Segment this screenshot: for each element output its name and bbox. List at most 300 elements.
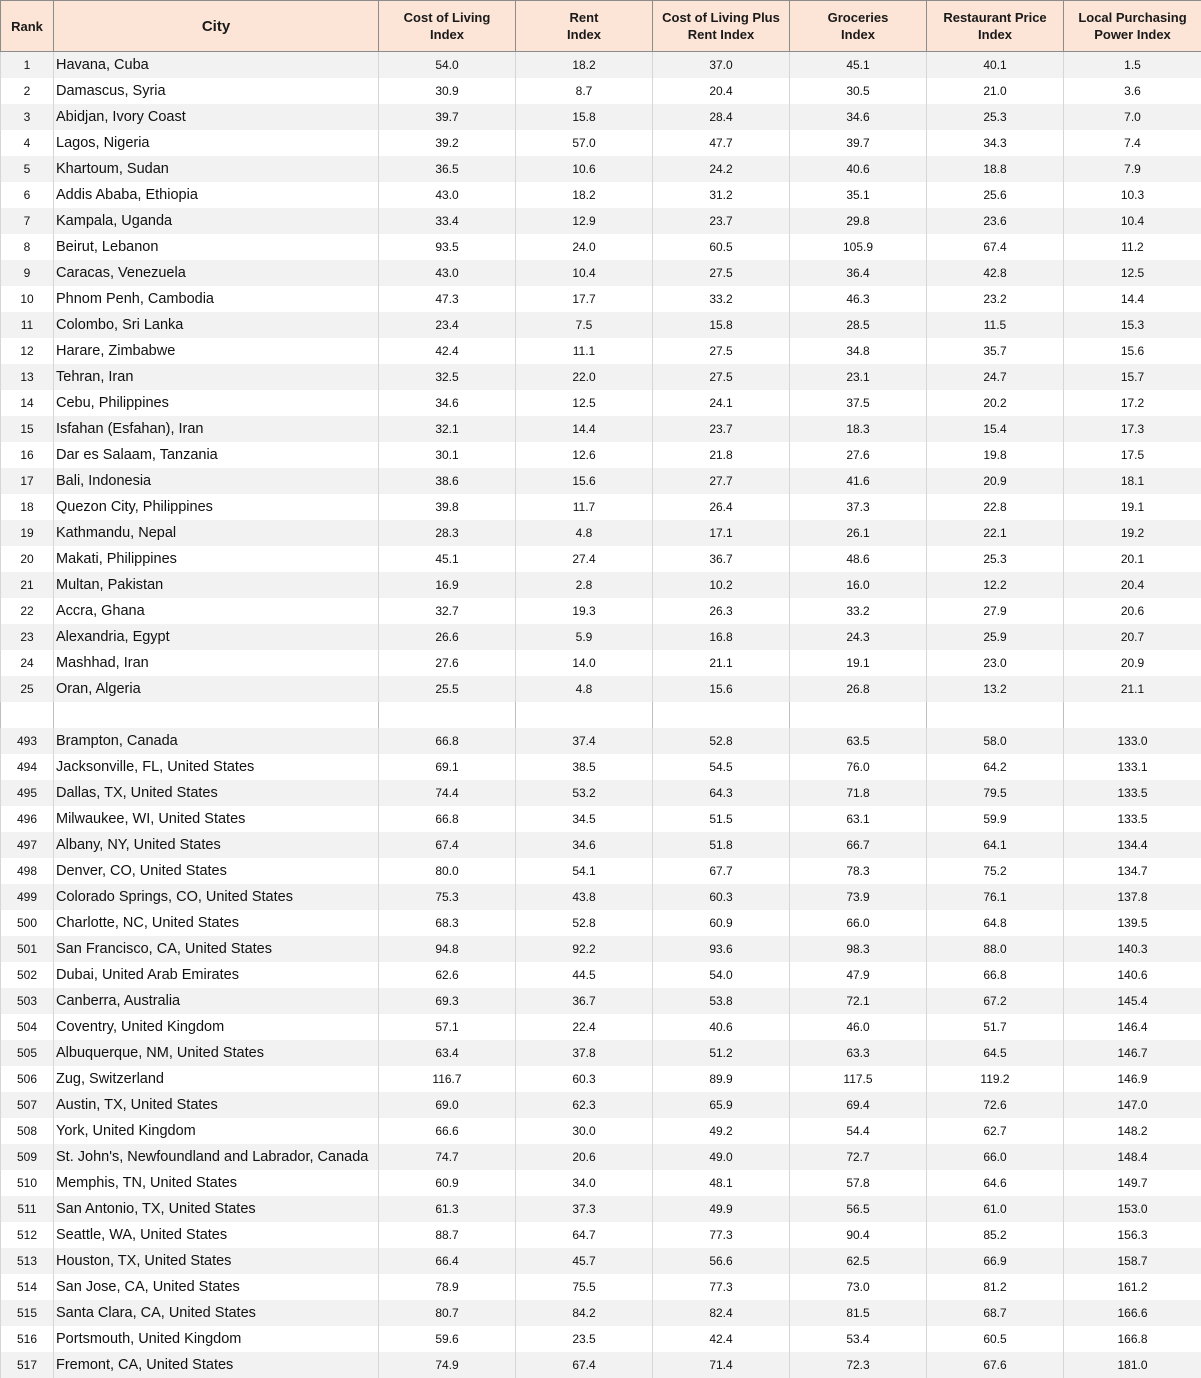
groceries-cell: 62.5 [790, 1248, 927, 1274]
rank-cell: 17 [1, 468, 54, 494]
rent-cell: 22.4 [516, 1014, 653, 1040]
city-cell: Khartoum, Sudan [54, 156, 379, 182]
table-row[interactable] [1, 1300, 1201, 1326]
col-plus-rent-cell: 64.3 [653, 780, 790, 806]
table-row[interactable] [1, 1170, 1201, 1196]
city-cell: Jacksonville, FL, United States [54, 754, 379, 780]
groceries-cell: 73.0 [790, 1274, 927, 1300]
rent-cell: 22.0 [516, 364, 653, 390]
purchasing-power-cell: 1.5 [1064, 52, 1201, 79]
table-row[interactable] [1, 78, 1201, 104]
empty-cell [54, 702, 379, 728]
cost-of-living-cell: 68.3 [379, 910, 516, 936]
purchasing-power-cell: 12.5 [1064, 260, 1201, 286]
table-row[interactable] [1, 1040, 1201, 1066]
purchasing-power-cell: 3.6 [1064, 78, 1201, 104]
header-line: Index [430, 27, 464, 42]
city-cell: St. John's, Newfoundland and Labrador, Canada [54, 1144, 379, 1170]
table-row[interactable] [1, 1066, 1201, 1092]
groceries-cell: 90.4 [790, 1222, 927, 1248]
table-row[interactable] [1, 182, 1201, 208]
header-col-plus-rent-index[interactable] [653, 1, 790, 52]
cost-of-living-cell: 26.6 [379, 624, 516, 650]
header-line: Local Purchasing [1078, 10, 1187, 25]
table-row[interactable] [1, 572, 1201, 598]
restaurant-price-cell: 25.6 [927, 182, 1064, 208]
col-plus-rent-cell: 27.5 [653, 364, 790, 390]
purchasing-power-cell: 15.3 [1064, 312, 1201, 338]
restaurant-price-cell: 60.5 [927, 1326, 1064, 1352]
purchasing-power-cell: 140.6 [1064, 962, 1201, 988]
purchasing-power-cell: 17.3 [1064, 416, 1201, 442]
rank-cell: 493 [1, 728, 54, 754]
restaurant-price-cell: 61.0 [927, 1196, 1064, 1222]
restaurant-price-cell: 67.4 [927, 234, 1064, 260]
rank-cell: 504 [1, 1014, 54, 1040]
rent-cell: 24.0 [516, 234, 653, 260]
col-plus-rent-cell: 60.3 [653, 884, 790, 910]
purchasing-power-cell: 158.7 [1064, 1248, 1201, 1274]
rank-cell: 5 [1, 156, 54, 182]
restaurant-price-cell: 64.2 [927, 754, 1064, 780]
groceries-cell: 26.1 [790, 520, 927, 546]
table-row[interactable] [1, 624, 1201, 650]
cost-of-living-cell: 16.9 [379, 572, 516, 598]
city-cell: Fremont, CA, United States [54, 1352, 379, 1378]
table-row[interactable] [1, 208, 1201, 234]
restaurant-price-cell: 66.8 [927, 962, 1064, 988]
table-row[interactable] [1, 468, 1201, 494]
table-row[interactable] [1, 988, 1201, 1014]
city-cell: Isfahan (Esfahan), Iran [54, 416, 379, 442]
rent-cell: 54.1 [516, 858, 653, 884]
restaurant-price-cell: 15.4 [927, 416, 1064, 442]
groceries-cell: 37.3 [790, 494, 927, 520]
cost-of-living-cell: 67.4 [379, 832, 516, 858]
rank-cell: 514 [1, 1274, 54, 1300]
cost-of-living-cell: 116.7 [379, 1066, 516, 1092]
rank-cell: 503 [1, 988, 54, 1014]
table-row[interactable] [1, 1352, 1201, 1378]
purchasing-power-cell: 140.3 [1064, 936, 1201, 962]
restaurant-price-cell: 62.7 [927, 1118, 1064, 1144]
cost-of-living-cell: 43.0 [379, 260, 516, 286]
cost-of-living-cell: 42.4 [379, 338, 516, 364]
col-plus-rent-cell: 23.7 [653, 208, 790, 234]
purchasing-power-cell: 146.4 [1064, 1014, 1201, 1040]
city-cell: Austin, TX, United States [54, 1092, 379, 1118]
city-cell: Dubai, United Arab Emirates [54, 962, 379, 988]
table-body [1, 52, 1201, 1378]
table-row[interactable] [1, 858, 1201, 884]
cost-of-living-cell: 69.3 [379, 988, 516, 1014]
city-cell: Memphis, TN, United States [54, 1170, 379, 1196]
cost-of-living-cell: 38.6 [379, 468, 516, 494]
groceries-cell: 105.9 [790, 234, 927, 260]
groceries-cell: 117.5 [790, 1066, 927, 1092]
table-row[interactable] [1, 1092, 1201, 1118]
table-row[interactable] [1, 1118, 1201, 1144]
header-row [1, 1, 1201, 52]
restaurant-price-cell: 81.2 [927, 1274, 1064, 1300]
col-plus-rent-cell: 54.0 [653, 962, 790, 988]
rent-cell: 45.7 [516, 1248, 653, 1274]
rank-cell: 10 [1, 286, 54, 312]
restaurant-price-cell: 25.3 [927, 104, 1064, 130]
rank-cell: 16 [1, 442, 54, 468]
col-plus-rent-cell: 21.1 [653, 650, 790, 676]
table-row[interactable] [1, 910, 1201, 936]
city-cell: Abidjan, Ivory Coast [54, 104, 379, 130]
col-plus-rent-cell: 20.4 [653, 78, 790, 104]
rent-cell: 4.8 [516, 676, 653, 702]
restaurant-price-cell: 79.5 [927, 780, 1064, 806]
table-row[interactable] [1, 676, 1201, 702]
purchasing-power-cell: 20.7 [1064, 624, 1201, 650]
purchasing-power-cell: 19.1 [1064, 494, 1201, 520]
groceries-cell: 57.8 [790, 1170, 927, 1196]
header-restaurant-price-index[interactable] [927, 1, 1064, 52]
table-row[interactable] [1, 312, 1201, 338]
table-row[interactable] [1, 364, 1201, 390]
city-cell: Santa Clara, CA, United States [54, 1300, 379, 1326]
cost-of-living-cell: 28.3 [379, 520, 516, 546]
restaurant-price-cell: 64.8 [927, 910, 1064, 936]
restaurant-price-cell: 23.6 [927, 208, 1064, 234]
city-cell: Milwaukee, WI, United States [54, 806, 379, 832]
groceries-cell: 26.8 [790, 676, 927, 702]
cost-of-living-cell: 69.1 [379, 754, 516, 780]
restaurant-price-cell: 51.7 [927, 1014, 1064, 1040]
city-cell: Alexandria, Egypt [54, 624, 379, 650]
groceries-cell: 63.3 [790, 1040, 927, 1066]
rank-cell: 22 [1, 598, 54, 624]
table-row[interactable] [1, 1014, 1201, 1040]
cost-of-living-cell: 61.3 [379, 1196, 516, 1222]
purchasing-power-cell: 134.4 [1064, 832, 1201, 858]
cost-of-living-cell: 39.7 [379, 104, 516, 130]
restaurant-price-cell: 19.8 [927, 442, 1064, 468]
purchasing-power-cell: 15.6 [1064, 338, 1201, 364]
table-row[interactable] [1, 832, 1201, 858]
rank-cell: 512 [1, 1222, 54, 1248]
purchasing-power-cell: 21.1 [1064, 676, 1201, 702]
purchasing-power-cell: 18.1 [1064, 468, 1201, 494]
rent-cell: 34.0 [516, 1170, 653, 1196]
groceries-cell: 81.5 [790, 1300, 927, 1326]
restaurant-price-cell: 68.7 [927, 1300, 1064, 1326]
restaurant-price-cell: 88.0 [927, 936, 1064, 962]
city-cell: Oran, Algeria [54, 676, 379, 702]
header-cost-of-living-index[interactable] [379, 1, 516, 52]
header-rent-index[interactable] [516, 1, 653, 52]
rent-cell: 27.4 [516, 546, 653, 572]
cost-of-living-cell: 75.3 [379, 884, 516, 910]
rank-cell: 499 [1, 884, 54, 910]
city-cell: Phnom Penh, Cambodia [54, 286, 379, 312]
table-row[interactable] [1, 598, 1201, 624]
rank-cell: 1 [1, 52, 54, 79]
purchasing-power-cell: 153.0 [1064, 1196, 1201, 1222]
rent-cell: 2.8 [516, 572, 653, 598]
rent-cell: 4.8 [516, 520, 653, 546]
table-row[interactable] [1, 260, 1201, 286]
rent-cell: 84.2 [516, 1300, 653, 1326]
table-row[interactable] [1, 416, 1201, 442]
header-line: Index [567, 27, 601, 42]
purchasing-power-cell: 181.0 [1064, 1352, 1201, 1378]
table-row[interactable] [1, 338, 1201, 364]
city-cell: Colombo, Sri Lanka [54, 312, 379, 338]
groceries-cell: 56.5 [790, 1196, 927, 1222]
table-row[interactable] [1, 1222, 1201, 1248]
table-row[interactable] [1, 650, 1201, 676]
rank-cell: 9 [1, 260, 54, 286]
col-plus-rent-cell: 60.9 [653, 910, 790, 936]
rent-cell: 12.5 [516, 390, 653, 416]
rent-cell: 18.2 [516, 52, 653, 79]
city-cell: Dallas, TX, United States [54, 780, 379, 806]
table-row[interactable] [1, 130, 1201, 156]
col-plus-rent-cell: 26.3 [653, 598, 790, 624]
rent-cell: 53.2 [516, 780, 653, 806]
rank-cell: 517 [1, 1352, 54, 1378]
empty-cell [379, 702, 516, 728]
rent-cell: 37.8 [516, 1040, 653, 1066]
table-row[interactable] [1, 52, 1201, 79]
col-plus-rent-cell: 24.2 [653, 156, 790, 182]
restaurant-price-cell: 23.0 [927, 650, 1064, 676]
groceries-cell: 48.6 [790, 546, 927, 572]
header-line: Cost of Living Plus [662, 10, 780, 25]
rent-cell: 57.0 [516, 130, 653, 156]
table-row[interactable] [1, 884, 1201, 910]
table-row[interactable] [1, 546, 1201, 572]
header-line: Cost of Living [403, 10, 491, 25]
header-rank[interactable]: Rank [1, 1, 54, 52]
table-row[interactable] [1, 806, 1201, 832]
table-row[interactable] [1, 1248, 1201, 1274]
city-cell: Cebu, Philippines [54, 390, 379, 416]
restaurant-price-cell: 66.0 [927, 1144, 1064, 1170]
rank-cell: 25 [1, 676, 54, 702]
restaurant-price-cell: 23.2 [927, 286, 1064, 312]
cost-of-living-cell: 74.9 [379, 1352, 516, 1378]
purchasing-power-cell: 11.2 [1064, 234, 1201, 260]
purchasing-power-cell: 133.5 [1064, 780, 1201, 806]
col-plus-rent-cell: 31.2 [653, 182, 790, 208]
rent-cell: 10.4 [516, 260, 653, 286]
purchasing-power-cell: 20.6 [1064, 598, 1201, 624]
col-plus-rent-cell: 21.8 [653, 442, 790, 468]
table-row[interactable] [1, 286, 1201, 312]
table-row[interactable] [1, 728, 1201, 754]
cost-of-living-cell: 34.6 [379, 390, 516, 416]
empty-cell [1, 702, 54, 728]
purchasing-power-cell: 147.0 [1064, 1092, 1201, 1118]
purchasing-power-cell: 166.6 [1064, 1300, 1201, 1326]
groceries-cell: 36.4 [790, 260, 927, 286]
city-cell: Zug, Switzerland [54, 1066, 379, 1092]
table-row[interactable] [1, 754, 1201, 780]
rent-cell: 34.6 [516, 832, 653, 858]
rent-cell: 12.6 [516, 442, 653, 468]
groceries-cell: 76.0 [790, 754, 927, 780]
header-local-purchasing-power-index[interactable] [1064, 1, 1201, 52]
col-plus-rent-cell: 93.6 [653, 936, 790, 962]
rent-cell: 7.5 [516, 312, 653, 338]
rank-cell: 8 [1, 234, 54, 260]
groceries-cell: 30.5 [790, 78, 927, 104]
groceries-cell: 45.1 [790, 52, 927, 79]
table-row[interactable] [1, 1196, 1201, 1222]
restaurant-price-cell: 25.3 [927, 546, 1064, 572]
city-cell: Bali, Indonesia [54, 468, 379, 494]
purchasing-power-cell: 148.4 [1064, 1144, 1201, 1170]
col-plus-rent-cell: 51.5 [653, 806, 790, 832]
groceries-cell: 41.6 [790, 468, 927, 494]
header-groceries-index[interactable] [790, 1, 927, 52]
restaurant-price-cell: 67.6 [927, 1352, 1064, 1378]
table-row[interactable] [1, 156, 1201, 182]
cost-of-living-cell: 66.4 [379, 1248, 516, 1274]
table-row[interactable] [1, 936, 1201, 962]
groceries-cell: 37.5 [790, 390, 927, 416]
groceries-cell: 34.8 [790, 338, 927, 364]
city-cell: Houston, TX, United States [54, 1248, 379, 1274]
purchasing-power-cell: 146.7 [1064, 1040, 1201, 1066]
cost-of-living-cell: 23.4 [379, 312, 516, 338]
restaurant-price-cell: 85.2 [927, 1222, 1064, 1248]
restaurant-price-cell: 64.1 [927, 832, 1064, 858]
col-plus-rent-cell: 15.8 [653, 312, 790, 338]
rank-cell: 6 [1, 182, 54, 208]
rank-cell: 513 [1, 1248, 54, 1274]
rent-cell: 44.5 [516, 962, 653, 988]
groceries-cell: 18.3 [790, 416, 927, 442]
col-plus-rent-cell: 67.7 [653, 858, 790, 884]
header-line: Restaurant Price [943, 10, 1047, 25]
cost-of-living-cell: 78.9 [379, 1274, 516, 1300]
restaurant-price-cell: 13.2 [927, 676, 1064, 702]
table-row[interactable] [1, 780, 1201, 806]
cost-of-living-cell: 32.7 [379, 598, 516, 624]
groceries-cell: 24.3 [790, 624, 927, 650]
rent-cell: 5.9 [516, 624, 653, 650]
rank-cell: 505 [1, 1040, 54, 1066]
col-plus-rent-cell: 77.3 [653, 1274, 790, 1300]
groceries-cell: 28.5 [790, 312, 927, 338]
groceries-cell: 78.3 [790, 858, 927, 884]
table-row[interactable] [1, 962, 1201, 988]
col-plus-rent-cell: 77.3 [653, 1222, 790, 1248]
rank-cell: 4 [1, 130, 54, 156]
header-city[interactable]: City [54, 1, 379, 52]
table-row[interactable] [1, 442, 1201, 468]
cost-of-living-cell: 80.7 [379, 1300, 516, 1326]
city-cell: Quezon City, Philippines [54, 494, 379, 520]
table-row[interactable] [1, 1144, 1201, 1170]
restaurant-price-cell: 75.2 [927, 858, 1064, 884]
restaurant-price-cell: 20.9 [927, 468, 1064, 494]
groceries-cell: 46.0 [790, 1014, 927, 1040]
table-row[interactable] [1, 104, 1201, 130]
table-row[interactable] [1, 390, 1201, 416]
col-plus-rent-cell: 56.6 [653, 1248, 790, 1274]
rank-cell: 19 [1, 520, 54, 546]
rent-cell: 38.5 [516, 754, 653, 780]
col-plus-rent-cell: 17.1 [653, 520, 790, 546]
col-plus-rent-cell: 51.2 [653, 1040, 790, 1066]
groceries-cell: 23.1 [790, 364, 927, 390]
rent-cell: 37.3 [516, 1196, 653, 1222]
groceries-cell: 35.1 [790, 182, 927, 208]
groceries-cell: 54.4 [790, 1118, 927, 1144]
rank-cell: 23 [1, 624, 54, 650]
city-cell: Tehran, Iran [54, 364, 379, 390]
rank-cell: 510 [1, 1170, 54, 1196]
purchasing-power-cell: 20.9 [1064, 650, 1201, 676]
city-cell: Mashhad, Iran [54, 650, 379, 676]
rank-cell: 516 [1, 1326, 54, 1352]
rent-cell: 19.3 [516, 598, 653, 624]
col-plus-rent-cell: 52.8 [653, 728, 790, 754]
rent-cell: 8.7 [516, 78, 653, 104]
table-row[interactable] [1, 234, 1201, 260]
city-cell: Albany, NY, United States [54, 832, 379, 858]
table-row[interactable] [1, 520, 1201, 546]
header-line: Rent [569, 10, 599, 25]
groceries-cell: 40.6 [790, 156, 927, 182]
col-plus-rent-cell: 37.0 [653, 52, 790, 79]
rent-cell: 37.4 [516, 728, 653, 754]
city-cell: Seattle, WA, United States [54, 1222, 379, 1248]
city-cell: Canberra, Australia [54, 988, 379, 1014]
col-plus-rent-cell: 26.4 [653, 494, 790, 520]
empty-cell [1064, 702, 1201, 728]
restaurant-price-cell: 11.5 [927, 312, 1064, 338]
restaurant-price-cell: 25.9 [927, 624, 1064, 650]
purchasing-power-cell: 146.9 [1064, 1066, 1201, 1092]
restaurant-price-cell: 27.9 [927, 598, 1064, 624]
rent-cell: 17.7 [516, 286, 653, 312]
rent-cell: 14.4 [516, 416, 653, 442]
col-plus-rent-cell: 42.4 [653, 1326, 790, 1352]
rank-cell: 495 [1, 780, 54, 806]
cost-of-living-cell: 60.9 [379, 1170, 516, 1196]
groceries-cell: 47.9 [790, 962, 927, 988]
table-row[interactable] [1, 494, 1201, 520]
separator-row [1, 702, 1201, 728]
table-row[interactable] [1, 1326, 1201, 1352]
restaurant-price-cell: 67.2 [927, 988, 1064, 1014]
table-row[interactable] [1, 1274, 1201, 1300]
city-cell: Damascus, Syria [54, 78, 379, 104]
rank-cell: 496 [1, 806, 54, 832]
col-plus-rent-cell: 28.4 [653, 104, 790, 130]
rank-cell: 3 [1, 104, 54, 130]
rank-cell: 14 [1, 390, 54, 416]
cost-of-living-cell: 66.6 [379, 1118, 516, 1144]
purchasing-power-cell: 10.4 [1064, 208, 1201, 234]
restaurant-price-cell: 21.0 [927, 78, 1064, 104]
rent-cell: 43.8 [516, 884, 653, 910]
rent-cell: 18.2 [516, 182, 653, 208]
cost-of-living-cell: 62.6 [379, 962, 516, 988]
cost-of-living-cell: 94.8 [379, 936, 516, 962]
rent-cell: 12.9 [516, 208, 653, 234]
empty-cell [516, 702, 653, 728]
